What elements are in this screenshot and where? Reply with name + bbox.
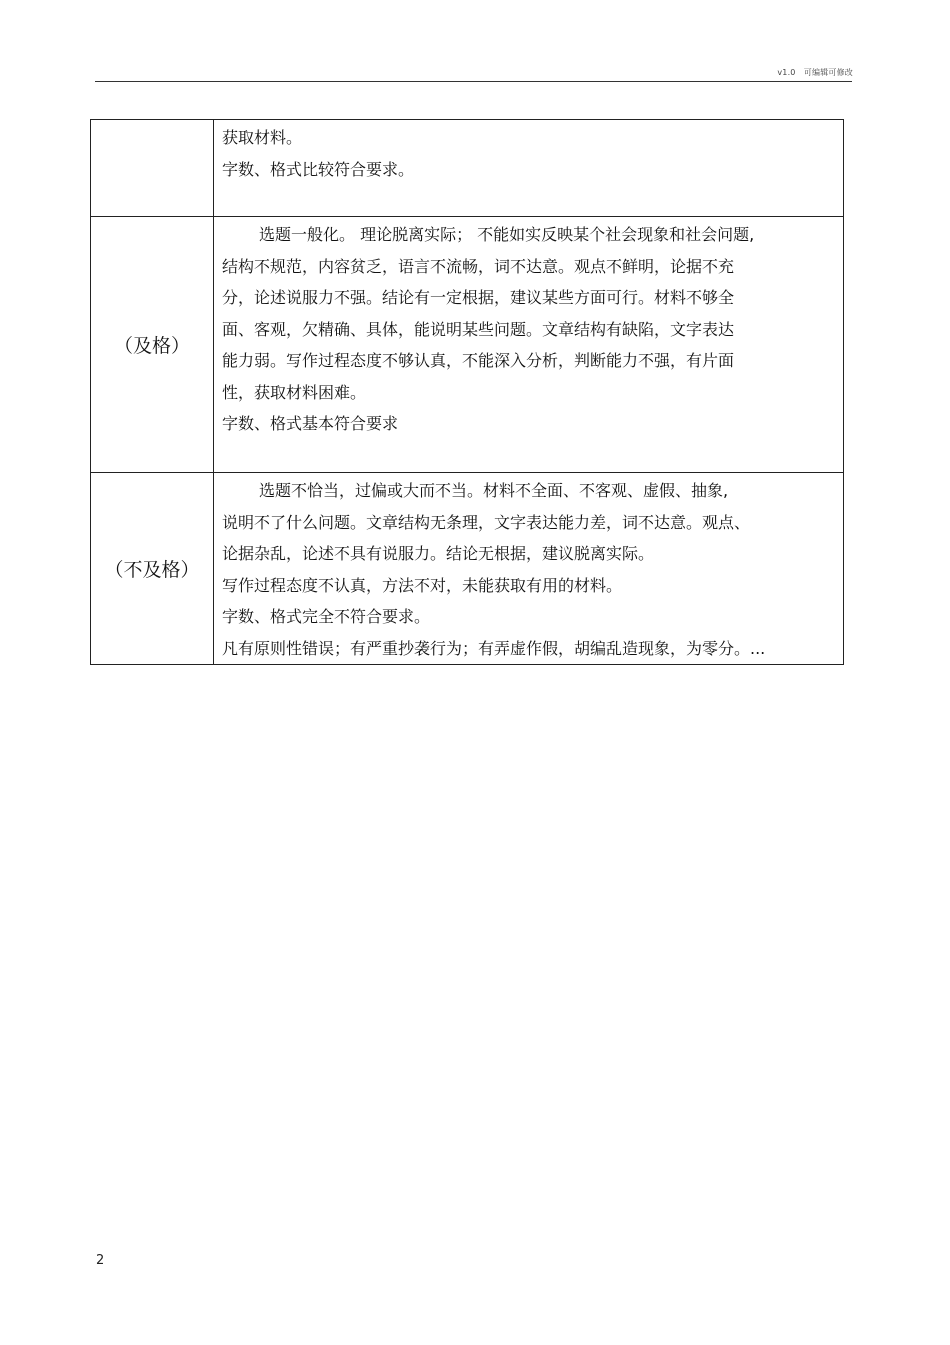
table-row: [91, 217, 844, 473]
criteria-line: 写作过程态度不认真，方法不对，未能获取有用的材料。: [222, 575, 623, 595]
table-row: [91, 473, 844, 665]
criteria-line: 说明不了什么问题。文章结构无条理，文字表达能力差，词不达意。观点、: [222, 512, 751, 532]
criteria-cell: [214, 120, 844, 217]
criteria-cell: [214, 217, 844, 473]
page-number: 2: [96, 1253, 105, 1268]
criteria-line: 选题不恰当，过偏或大而不当。材料不全面、不客观、虚假、抽象,: [259, 481, 729, 500]
criteria-line: 性，获取材料困难。: [222, 382, 367, 402]
criteria-line: 能力弱。写作过程态度不够认真，不能深入分析，判断能力不强，有片面: [222, 351, 735, 370]
criteria-line: 字数、格式比较符合要求。: [222, 159, 415, 179]
criteria-line: 凡有原则性错误；有严重抄袭行为；有弄虚作假，胡编乱造现象，为零分。...: [222, 638, 766, 658]
grade-cell: （及格）: [91, 217, 214, 473]
header-version-text: v1.0 可编辑可修改: [777, 68, 853, 77]
grade-cell: （不及格）: [91, 473, 214, 665]
criteria-line: 分，论述说服力不强。结论有一定根据，建议某些方面可行。材料不够全: [222, 288, 735, 307]
criteria-line: 结构不规范，内容贫乏，语言不流畅，词不达意。观点不鲜明，论据不充: [222, 256, 735, 276]
criteria-cell: [214, 473, 844, 665]
grade-cell: [91, 120, 214, 217]
criteria-line: 字数、格式基本符合要求: [222, 414, 399, 433]
criteria-line: 论据杂乱，论述不具有说服力。结论无根据，建议脱离实际。: [222, 544, 655, 563]
table-row: [91, 120, 844, 217]
criteria-line: 字数、格式完全不符合要求。: [222, 607, 431, 626]
header-rule: [95, 81, 852, 82]
grading-rubric-table: [90, 119, 844, 665]
criteria-line: 选题一般化。 理论脱离实际； 不能如实反映某个社会现象和社会问题,: [259, 225, 755, 244]
criteria-line: 获取材料。: [222, 128, 303, 147]
criteria-line: 面、客观，欠精确、具体，能说明某些问题。文章结构有缺陷，文字表达: [222, 319, 735, 339]
